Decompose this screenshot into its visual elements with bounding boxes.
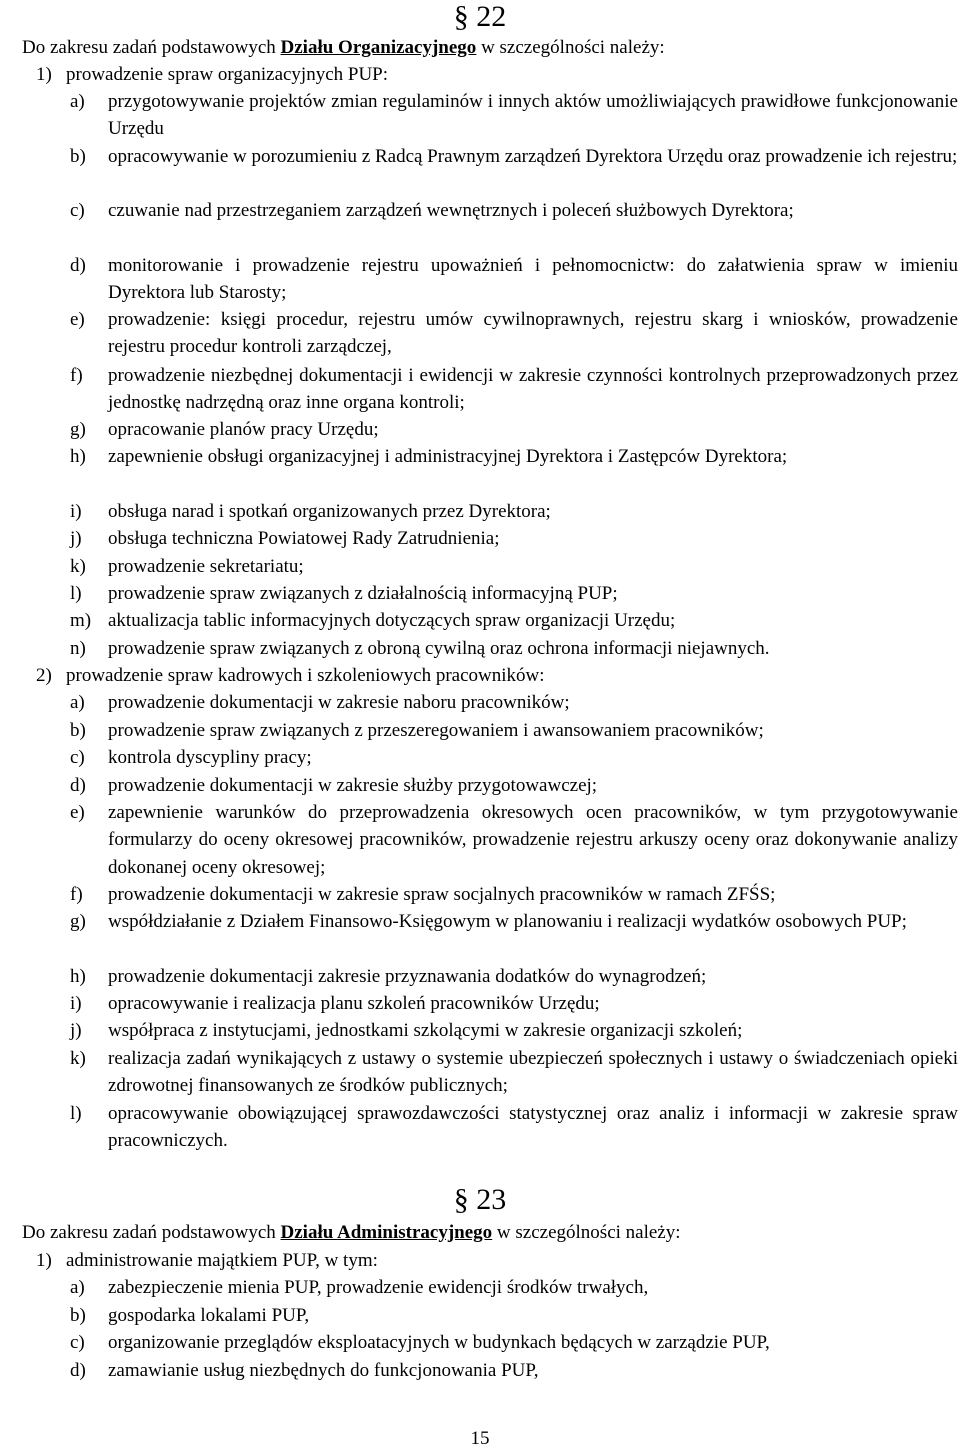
item-letter: b): [70, 1305, 86, 1326]
item-letter: j): [70, 528, 82, 549]
list-item: [70, 362, 958, 417]
section-22-intro: [22, 34, 952, 61]
item-letter: k): [70, 1048, 86, 1069]
item-letter: c): [70, 747, 85, 768]
point-number: 2): [36, 665, 52, 686]
item-letter: a): [70, 1277, 85, 1298]
point-text: prowadzenie spraw organizacyjnych PUP:: [66, 64, 389, 85]
item-text: współdziałanie z Działem Finansowo-Księgowym w planowaniu i realizacji wydatków osobowych PUP;: [108, 911, 907, 932]
list-item: [70, 963, 958, 990]
item-text: przygotowywanie projektów zmian regulaminów i innych aktów umożliwiających prawidłowe funkcjonowanie Urzędu: [108, 91, 958, 140]
point-number: 1): [36, 1250, 52, 1271]
list-item: [70, 416, 958, 443]
item-letter: a): [70, 91, 85, 112]
item-letter: e): [70, 309, 85, 330]
item-text: obsługa techniczna Powiatowej Rady Zatrudnienia;: [108, 528, 500, 549]
list-item: [70, 553, 958, 580]
list-item: [70, 635, 958, 662]
item-text: organizowanie przeglądów eksploatacyjnych w budynkach będących w zarządzie PUP,: [108, 1332, 770, 1353]
point-number: 1): [36, 64, 52, 85]
item-text: obsługa narad i spotkań organizowanych przez Dyrektora;: [108, 501, 551, 522]
list-item: [70, 1100, 958, 1155]
item-text: kontrola dyscypliny pracy;: [108, 747, 312, 768]
item-text: zabezpieczenie mienia PUP, prowadzenie ewidencji środków trwałych,: [108, 1277, 649, 1298]
item-letter: m): [70, 610, 92, 631]
item-text: prowadzenie dokumentacji w zakresie spraw socjalnych pracowników w ramach ZFŚS;: [108, 884, 776, 905]
item-letter: d): [70, 1360, 86, 1381]
item-text: opracowywanie i realizacja planu szkoleń pracowników Urzędu;: [108, 993, 600, 1014]
list-item: [70, 772, 958, 799]
item-letter: f): [70, 884, 83, 905]
item-letter: d): [70, 775, 86, 796]
item-text: realizacja zadań wynikających z ustawy o systemie ubezpieczeń społecznych i ustawy o świadczeniach opieki zdrowotnej finansowanych ze środków publicznych;: [108, 1048, 958, 1097]
list-item: [70, 744, 958, 771]
intro-text: Do zakresu zadań podstawowych: [22, 37, 281, 58]
item-text: prowadzenie dokumentacji w zakresie służby przygotowawczej;: [108, 775, 598, 796]
list-item: [70, 990, 958, 1017]
item-text: prowadzenie spraw związanych z przeszeregowaniem i awansowaniem pracowników;: [108, 720, 764, 741]
intro-text: w szczególności należy:: [492, 1222, 681, 1243]
department-name: Działu Organizacyjnego: [280, 37, 477, 58]
item-text: opracowywanie obowiązującej sprawozdawczości statystycznej oraz analiz i informacji w zakresie spraw pracowniczych.: [108, 1103, 958, 1152]
item-letter: k): [70, 556, 86, 577]
list-item: [70, 88, 958, 143]
item-letter: i): [70, 501, 82, 522]
item-text: prowadzenie spraw związanych z działalnością informacyjną PUP;: [108, 583, 618, 604]
item-letter: i): [70, 993, 82, 1014]
list-item: [70, 799, 958, 881]
list-item: [70, 306, 958, 361]
item-text: czuwanie nad przestrzeganiem zarządzeń wewnętrznych i poleceń służbowych Dyrektora;: [108, 200, 794, 221]
item-text: gospodarka lokalami PUP,: [108, 1305, 310, 1326]
item-text: współpraca z instytucjami, jednostkami szkolącymi w zakresie organizacji szkoleń;: [108, 1020, 743, 1041]
item-text: opracowanie planów pracy Urzędu;: [108, 419, 379, 440]
item-letter: h): [70, 966, 86, 987]
item-text: prowadzenie niezbędnej dokumentacji i ewidencji w zakresie czynności kontrolnych przeprowadzonych przez jednostkę nadrzędną oraz inne organa kontroli;: [108, 365, 958, 414]
list-item: [70, 1357, 958, 1384]
item-letter: j): [70, 1020, 82, 1041]
item-text: monitorowanie i prowadzenie rejestru upoważnień i pełnomocnictw: do załatwienia spraw w imieniu Dyrektora lub Starosty;: [108, 255, 958, 304]
item-letter: a): [70, 692, 85, 713]
item-text: zamawianie usług niezbędnych do funkcjonowania PUP,: [108, 1360, 539, 1381]
item-letter: c): [70, 200, 85, 221]
list-item: [70, 1017, 958, 1044]
item-text: prowadzenie dokumentacji w zakresie naboru pracowników;: [108, 692, 570, 713]
item-letter: l): [70, 583, 82, 604]
list-item: [70, 443, 958, 470]
item-text: prowadzenie sekretariatu;: [108, 556, 304, 577]
item-text: zapewnienie warunków do przeprowadzenia okresowych ocen pracowników, w tym przygotowywanie formularzy do oceny okresowej pracowników, prowadzenie rejestru arkuszy oceny oraz dokonywanie analizy dokonanej oceny okresowej;: [108, 802, 958, 878]
item-letter: h): [70, 446, 86, 467]
section-23-intro: [22, 1219, 952, 1246]
point-text: administrowanie majątkiem PUP, w tym:: [66, 1250, 378, 1271]
list-item: [70, 607, 958, 634]
point-text: prowadzenie spraw kadrowych i szkoleniowych pracowników:: [66, 665, 545, 686]
item-letter: g): [70, 419, 86, 440]
item-letter: n): [70, 638, 86, 659]
item-text: opracowywanie w porozumieniu z Radcą Prawnym zarządzeń Dyrektora Urzędu oraz prowadzenie ich rejestru;: [108, 146, 958, 167]
item-letter: d): [70, 255, 86, 276]
section-22-title: § 22: [453, 0, 507, 33]
list-item: [70, 580, 958, 607]
item-letter: f): [70, 365, 83, 386]
list-item: [70, 717, 958, 744]
intro-text: w szczególności należy:: [476, 37, 665, 58]
item-text: prowadzenie spraw związanych z obroną cywilną oraz ochrona informacji niejawnych.: [108, 638, 770, 659]
item-text: prowadzenie: księgi procedur, rejestru umów cywilnoprawnych, rejestru skarg i wniosków, prowadzenie rejestru procedur kontroli zarządczej,: [108, 309, 958, 358]
item-letter: l): [70, 1103, 82, 1124]
list-item: [70, 1329, 958, 1356]
department-name: Działu Administracyjnego: [280, 1222, 493, 1243]
item-text: zapewnienie obsługi organizacyjnej i administracyjnej Dyrektora i Zastępców Dyrektora;: [108, 446, 788, 467]
item-letter: b): [70, 146, 86, 167]
intro-text: Do zakresu zadań podstawowych: [22, 1222, 281, 1243]
list-item: [70, 525, 958, 552]
page-number: 15: [470, 1428, 490, 1449]
list-item: [70, 1045, 958, 1100]
item-letter: e): [70, 802, 85, 823]
item-letter: b): [70, 720, 86, 741]
list-item: [70, 143, 958, 170]
list-item: [70, 1274, 958, 1301]
list-item: [70, 689, 958, 716]
list-item: [70, 498, 958, 525]
list-item: [70, 908, 958, 935]
list-item: [70, 197, 958, 224]
item-letter: g): [70, 911, 86, 932]
section-23-title: § 23: [453, 1183, 507, 1216]
item-text: prowadzenie dokumentacji zakresie przyznawania dodatków do wynagrodzeń;: [108, 966, 707, 987]
list-item: [70, 881, 958, 908]
item-text: aktualizacja tablic informacyjnych dotyczących spraw organizacji Urzędu;: [108, 610, 676, 631]
list-item: [70, 1302, 958, 1329]
item-letter: c): [70, 1332, 85, 1353]
list-item: [70, 252, 958, 307]
